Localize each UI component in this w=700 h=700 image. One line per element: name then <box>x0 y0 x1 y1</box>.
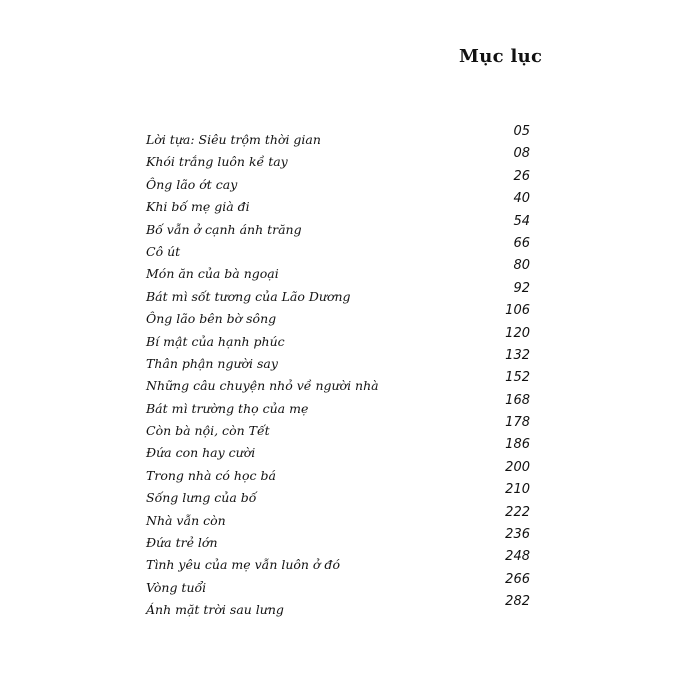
toc-entry <box>146 168 530 193</box>
toc-entry-title: Khói trắng luôn kề tay <box>146 154 288 170</box>
toc-entry <box>146 459 530 484</box>
toc-entry-title: Bát mì trường thọ của mẹ <box>146 400 309 416</box>
toc-entry <box>146 439 530 461</box>
toc-entry-title: Bí mật của hạnh phúc <box>146 333 285 349</box>
toc-entry-page: 236 <box>505 527 530 543</box>
toc-entry-title: Khi bố mẹ già đi <box>146 199 250 215</box>
toc-entry-page: 186 <box>505 437 530 453</box>
toc-entry <box>146 325 530 350</box>
toc-entry-title: Cô út <box>146 243 181 259</box>
toc-entry-page: 66 <box>513 235 530 251</box>
toc-entry <box>146 126 530 148</box>
toc-entry-title: Trong nhà có học bá <box>146 467 276 483</box>
toc-entry <box>146 347 530 372</box>
toc-entry <box>146 372 530 394</box>
toc-entry-page: 210 <box>505 482 530 498</box>
toc-entry-title: Còn bà nội, còn Tết <box>146 423 270 439</box>
toc-entry-page: 132 <box>505 347 530 363</box>
toc-entry-page: 200 <box>505 459 530 475</box>
toc-entry-title: Bát mì sốt tương của Lão Dương <box>146 288 351 304</box>
toc-entry <box>146 484 530 506</box>
toc-entry-page: 08 <box>513 146 530 162</box>
toc-entry-title: Ông lão ớt cay <box>146 176 238 192</box>
toc-entry-page: 54 <box>513 213 530 229</box>
toc-entry-title: Những câu chuyện nhỏ về người nhà <box>146 378 379 394</box>
toc-entry <box>146 417 530 439</box>
toc-entry-page: 26 <box>513 168 530 184</box>
toc-entry <box>146 596 530 618</box>
toc-entry-page: 106 <box>505 303 530 319</box>
toc-entry-page: 120 <box>505 325 530 341</box>
toc-entry <box>146 280 530 305</box>
toc-entry-page: 282 <box>505 594 530 610</box>
toc-entry-title: Bố vẫn ở cạnh ánh trăng <box>146 221 302 237</box>
toc-entry-title: Lời tựa: Siêu trộm thời gian <box>146 132 321 147</box>
toc-entry-page: 222 <box>505 504 530 520</box>
toc-entry-page: 152 <box>505 370 530 386</box>
toc-entry-title: Sống lưng của bố <box>146 490 257 506</box>
toc-entry-title: Thân phận người say <box>146 355 278 371</box>
toc-entry-title: Món ăn của bà ngoại <box>146 266 279 282</box>
toc-entry <box>146 529 530 551</box>
toc-entry <box>146 551 530 573</box>
toc-entry <box>146 235 530 260</box>
toc-list <box>146 126 530 619</box>
toc-entry-title: Ông lão bên bờ sông <box>146 311 277 327</box>
toc-entry-page: 248 <box>505 549 530 565</box>
toc-entry-title: Vòng tuổi <box>146 579 207 595</box>
toc-entry-title: Nhà vẫn còn <box>146 512 226 528</box>
toc-entry-title: Đứa con hay cười <box>146 445 256 461</box>
toc-title: Mục lục <box>459 46 543 67</box>
toc-entry <box>146 193 530 215</box>
toc-entry-page: 168 <box>505 392 530 408</box>
toc-entry-page: 40 <box>513 191 530 207</box>
toc-entry-title: Ánh mặt trời sau lưng <box>146 602 284 618</box>
toc-entry-page: 80 <box>513 258 530 274</box>
toc-entry-page: 266 <box>505 571 530 587</box>
toc-entry <box>146 305 530 327</box>
toc-entry <box>146 148 530 170</box>
toc-entry-title: Tình yêu của mẹ vẫn luôn ở đó <box>146 557 340 573</box>
toc-entry <box>146 571 530 596</box>
toc-entry-page: 92 <box>513 280 530 296</box>
toc-entry-page: 178 <box>505 415 530 431</box>
toc-entry-title: Đứa trẻ lớn <box>146 535 218 551</box>
toc-entry <box>146 504 530 529</box>
toc-entry-page: 05 <box>513 124 530 139</box>
toc-entry <box>146 260 530 282</box>
toc-entry <box>146 392 530 417</box>
toc-entry <box>146 213 530 238</box>
